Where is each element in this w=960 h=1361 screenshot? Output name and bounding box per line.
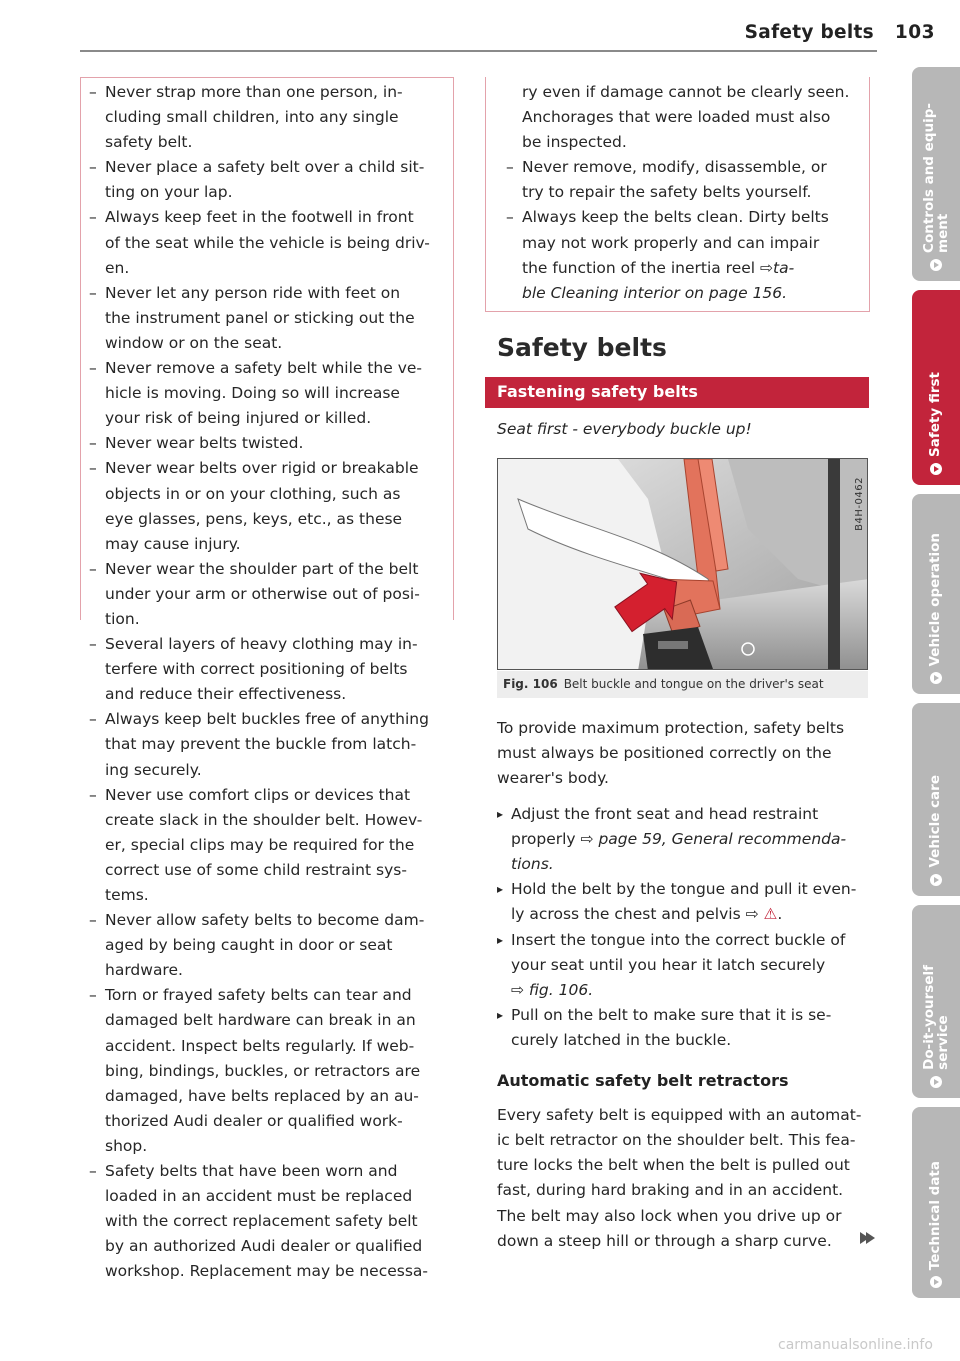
tab-arrow-icon bbox=[930, 672, 942, 684]
intro-line: must always be positioned correctly on the bbox=[497, 744, 832, 763]
warning-item-line: correct use of some child restraint sys- bbox=[105, 860, 407, 879]
warning-item-line: en. bbox=[105, 258, 130, 277]
warning-item-line: damaged, have belts replaced by an au- bbox=[105, 1086, 419, 1105]
cross-reference-link[interactable]: ta- bbox=[773, 258, 795, 277]
subheading: Automatic safety belt retractors bbox=[497, 1070, 789, 1090]
figure-caption-text: Belt buckle and tongue on the driver's seat bbox=[563, 677, 824, 691]
warning-item-line: hardware. bbox=[105, 961, 183, 980]
warning-item: – Safety belts that have been worn and bbox=[87, 1159, 430, 1184]
tab-arrow-icon bbox=[930, 259, 942, 271]
tab-safety-first[interactable]: Safety first bbox=[912, 290, 960, 485]
page-number: 103 bbox=[894, 22, 935, 43]
warning-item-line: and reduce their effectiveness. bbox=[105, 685, 347, 704]
para-line: ture locks the belt when the belt is pulled out bbox=[497, 1156, 850, 1175]
figure-code: B4H-0462 bbox=[854, 477, 865, 531]
para-line: fast, during hard braking and in an accident. bbox=[497, 1181, 844, 1200]
para-line: Every safety belt is equipped with an automat- bbox=[497, 1105, 862, 1124]
warning-item: – Never wear belts twisted. bbox=[87, 431, 430, 456]
running-header-title: Safety belts bbox=[744, 22, 874, 43]
warning-item: – Several layers of heavy clothing may in- bbox=[87, 632, 430, 657]
figure-belt-buckle bbox=[497, 458, 868, 670]
header-rule bbox=[80, 50, 877, 52]
warning-cont-line-3: be inspected. bbox=[522, 133, 627, 152]
warning-item-line: accident. Inspect belts regularly. If web- bbox=[105, 1036, 415, 1055]
tab-arrow-icon bbox=[930, 463, 942, 475]
warning-item: – Never wear the shoulder part of the belt bbox=[87, 557, 430, 582]
body-text: To provide maximum protection, safety belts must always be positioned correctly on the wearer's body. ▸ Adjust the front seat and head restraint properly ⇨ page 59, General recommenda- tions. ▸ Hold the belt by the tongue and pull it even- ly across the chest and pelvis ⇨ ⚠. ▸ Insert the tongue into the correct buckle of your seat until you hear it latch securely ⇨ fig. 106. ▸ Pull on the belt to make sure that it is se- curely latched in the buckle. Automatic safety belt retractors Every safety belt is equipped with an automat- ic belt retractor on the shoulder belt. This fea- ture locks the belt when the belt is pulled out fast, during hard braking and in an accident. The belt may also lock when you drive up or down a steep hill or through a sharp curve. bbox=[497, 716, 861, 1254]
warning-cont-line-2: Anchorages that were loaded must also bbox=[522, 108, 831, 127]
warning-item-line: window or on the seat. bbox=[105, 333, 283, 352]
step-3: ▸ Insert the tongue into the correct buckle of bbox=[497, 928, 861, 953]
warning-item: – Never place a safety belt over a child sit- bbox=[87, 155, 430, 180]
warning-item-line: tems. bbox=[105, 886, 149, 904]
warning-item-line: workshop. Replacement may be necessa- bbox=[105, 1262, 429, 1281]
warning-item: – Never strap more than one person, in- bbox=[87, 80, 430, 105]
warning-item-line: objects in or on your clothing, such as bbox=[105, 484, 401, 503]
warning-item-line: cluding small children, into any single bbox=[105, 108, 399, 127]
left-warning-list bbox=[87, 80, 430, 1285]
warning-item-line: loaded in an accident must be replaced bbox=[105, 1187, 413, 1206]
figure-caption bbox=[503, 677, 824, 691]
warning-item-line: er, special clips may be required for the bbox=[105, 835, 415, 854]
tab-controls-and-equipment[interactable]: Controls and equip- ment bbox=[912, 67, 960, 281]
warning-item-line: bing, bindings, buckles, or retractors are bbox=[105, 1061, 421, 1080]
tab-vehicle-care[interactable]: Vehicle care bbox=[912, 703, 960, 896]
subsection-bar bbox=[485, 377, 869, 408]
warning-item-line: your risk of being injured or killed. bbox=[105, 409, 372, 428]
warning-item-line: damaged belt hardware can break in an bbox=[105, 1011, 416, 1030]
belt-buckle-illustration bbox=[498, 459, 868, 670]
warning-item-line: by an authorized Audi dealer or qualified bbox=[105, 1237, 423, 1256]
warning-item: – Never let any person ride with feet on bbox=[87, 281, 430, 306]
warning-item-line: with the correct replacement safety belt bbox=[105, 1212, 418, 1231]
warning-item-line: shop. bbox=[105, 1136, 148, 1155]
warning-item-line: create slack in the shoulder belt. Howev- bbox=[105, 810, 423, 829]
ref-arrow-icon: ⇨ bbox=[760, 258, 774, 277]
warning-item: – Never allow safety belts to become dam- bbox=[87, 908, 430, 933]
cross-reference-link[interactable]: ble Cleaning interior on page 156. bbox=[522, 283, 788, 302]
warning-item-line: hicle is moving. Doing so will increase bbox=[105, 384, 400, 403]
warning-item-line: thorized Audi dealer or qualified work- bbox=[105, 1111, 403, 1130]
warning-item-line: that may prevent the buckle from latch- bbox=[105, 735, 417, 754]
tab-vehicle-operation[interactable]: Vehicle operation bbox=[912, 494, 960, 694]
warning-item-line: eye glasses, pens, keys, etc., as these bbox=[105, 509, 403, 528]
tab-technical-data[interactable]: Technical data bbox=[912, 1107, 960, 1298]
warning-item-line: terfere with correct positioning of belts bbox=[105, 660, 408, 679]
figure-label: Fig. 106 bbox=[503, 677, 558, 691]
step-4: ▸ Pull on the belt to make sure that it is se- bbox=[497, 1003, 861, 1028]
step-1: ▸ Adjust the front seat and head restraint bbox=[497, 802, 861, 827]
intro-line: wearer's body. bbox=[497, 769, 609, 788]
subsection-title: Fastening safety belts bbox=[497, 382, 698, 401]
continued-arrow-icon bbox=[866, 1232, 875, 1244]
warning-item-line: under your arm or otherwise out of posi- bbox=[105, 584, 420, 603]
step-2: ▸ Hold the belt by the tongue and pull it even- bbox=[497, 877, 861, 902]
section-title: Safety belts bbox=[497, 333, 667, 362]
tab-arrow-icon bbox=[930, 1076, 942, 1088]
warning-item: – Always keep the belts clean. Dirty belts bbox=[504, 205, 849, 230]
right-warning-list: ry even if damage cannot be clearly seen. Anchorages that were loaded must also be inspected. – Never remove, modify, disassemble, or try to repair the safety belts yourself. – Always keep the belts clean. Dirty belts may not work properly and can impair the function of the inertia reel ⇨ta- ble Cleaning interior on page 156. bbox=[504, 80, 849, 306]
para-line: down a steep hill or through a sharp curve. bbox=[497, 1231, 832, 1250]
warning-item-line: aged by being caught in door or seat bbox=[105, 936, 393, 955]
watermark: carmanualsonline.info bbox=[778, 1337, 933, 1353]
tab-arrow-icon bbox=[930, 1276, 942, 1288]
warning-item-line: ing securely. bbox=[105, 760, 202, 779]
warning-item-line: the instrument panel or sticking out the bbox=[105, 308, 415, 327]
warning-item: – Torn or frayed safety belts can tear and bbox=[87, 983, 430, 1008]
warning-item: – Never use comfort clips or devices that bbox=[87, 783, 430, 808]
tab-do-it-yourself-service[interactable]: Do-it-yourself service bbox=[912, 905, 960, 1098]
tab-arrow-icon bbox=[930, 874, 942, 886]
intro-line: To provide maximum protection, safety belts bbox=[497, 719, 845, 737]
warning-item: – Never wear belts over rigid or breakable bbox=[87, 456, 430, 481]
warning-item-line: may cause injury. bbox=[105, 534, 241, 553]
cross-reference-link[interactable]: page 59, General recommenda- bbox=[598, 829, 847, 848]
warning-item-line: safety belt. bbox=[105, 133, 193, 152]
warning-item: – Always keep feet in the footwell in front bbox=[87, 205, 430, 230]
warning-triangle-icon[interactable]: ⚠ bbox=[763, 905, 778, 924]
figure-reference-link[interactable]: ⇨ fig. 106. bbox=[511, 981, 594, 1000]
warning-item: – Always keep belt buckles free of anything bbox=[87, 707, 430, 732]
para-line: ic belt retractor on the shoulder belt. This fea- bbox=[497, 1131, 856, 1150]
warning-item: – Never remove a safety belt while the ve- bbox=[87, 356, 430, 381]
warning-item: – Never remove, modify, disassemble, or bbox=[504, 155, 849, 180]
para-line: The belt may also lock when you drive up or bbox=[497, 1206, 842, 1225]
cross-reference-link[interactable]: tions. bbox=[511, 855, 554, 874]
warning-item-line: ting on your lap. bbox=[105, 183, 233, 202]
warning-item-line: tion. bbox=[105, 609, 140, 628]
warning-cont-line-1: ry even if damage cannot be clearly seen. bbox=[522, 83, 850, 101]
section-tagline: Seat first - everybody buckle up! bbox=[497, 420, 752, 438]
warning-item-line: of the seat while the vehicle is being driv- bbox=[105, 233, 430, 252]
